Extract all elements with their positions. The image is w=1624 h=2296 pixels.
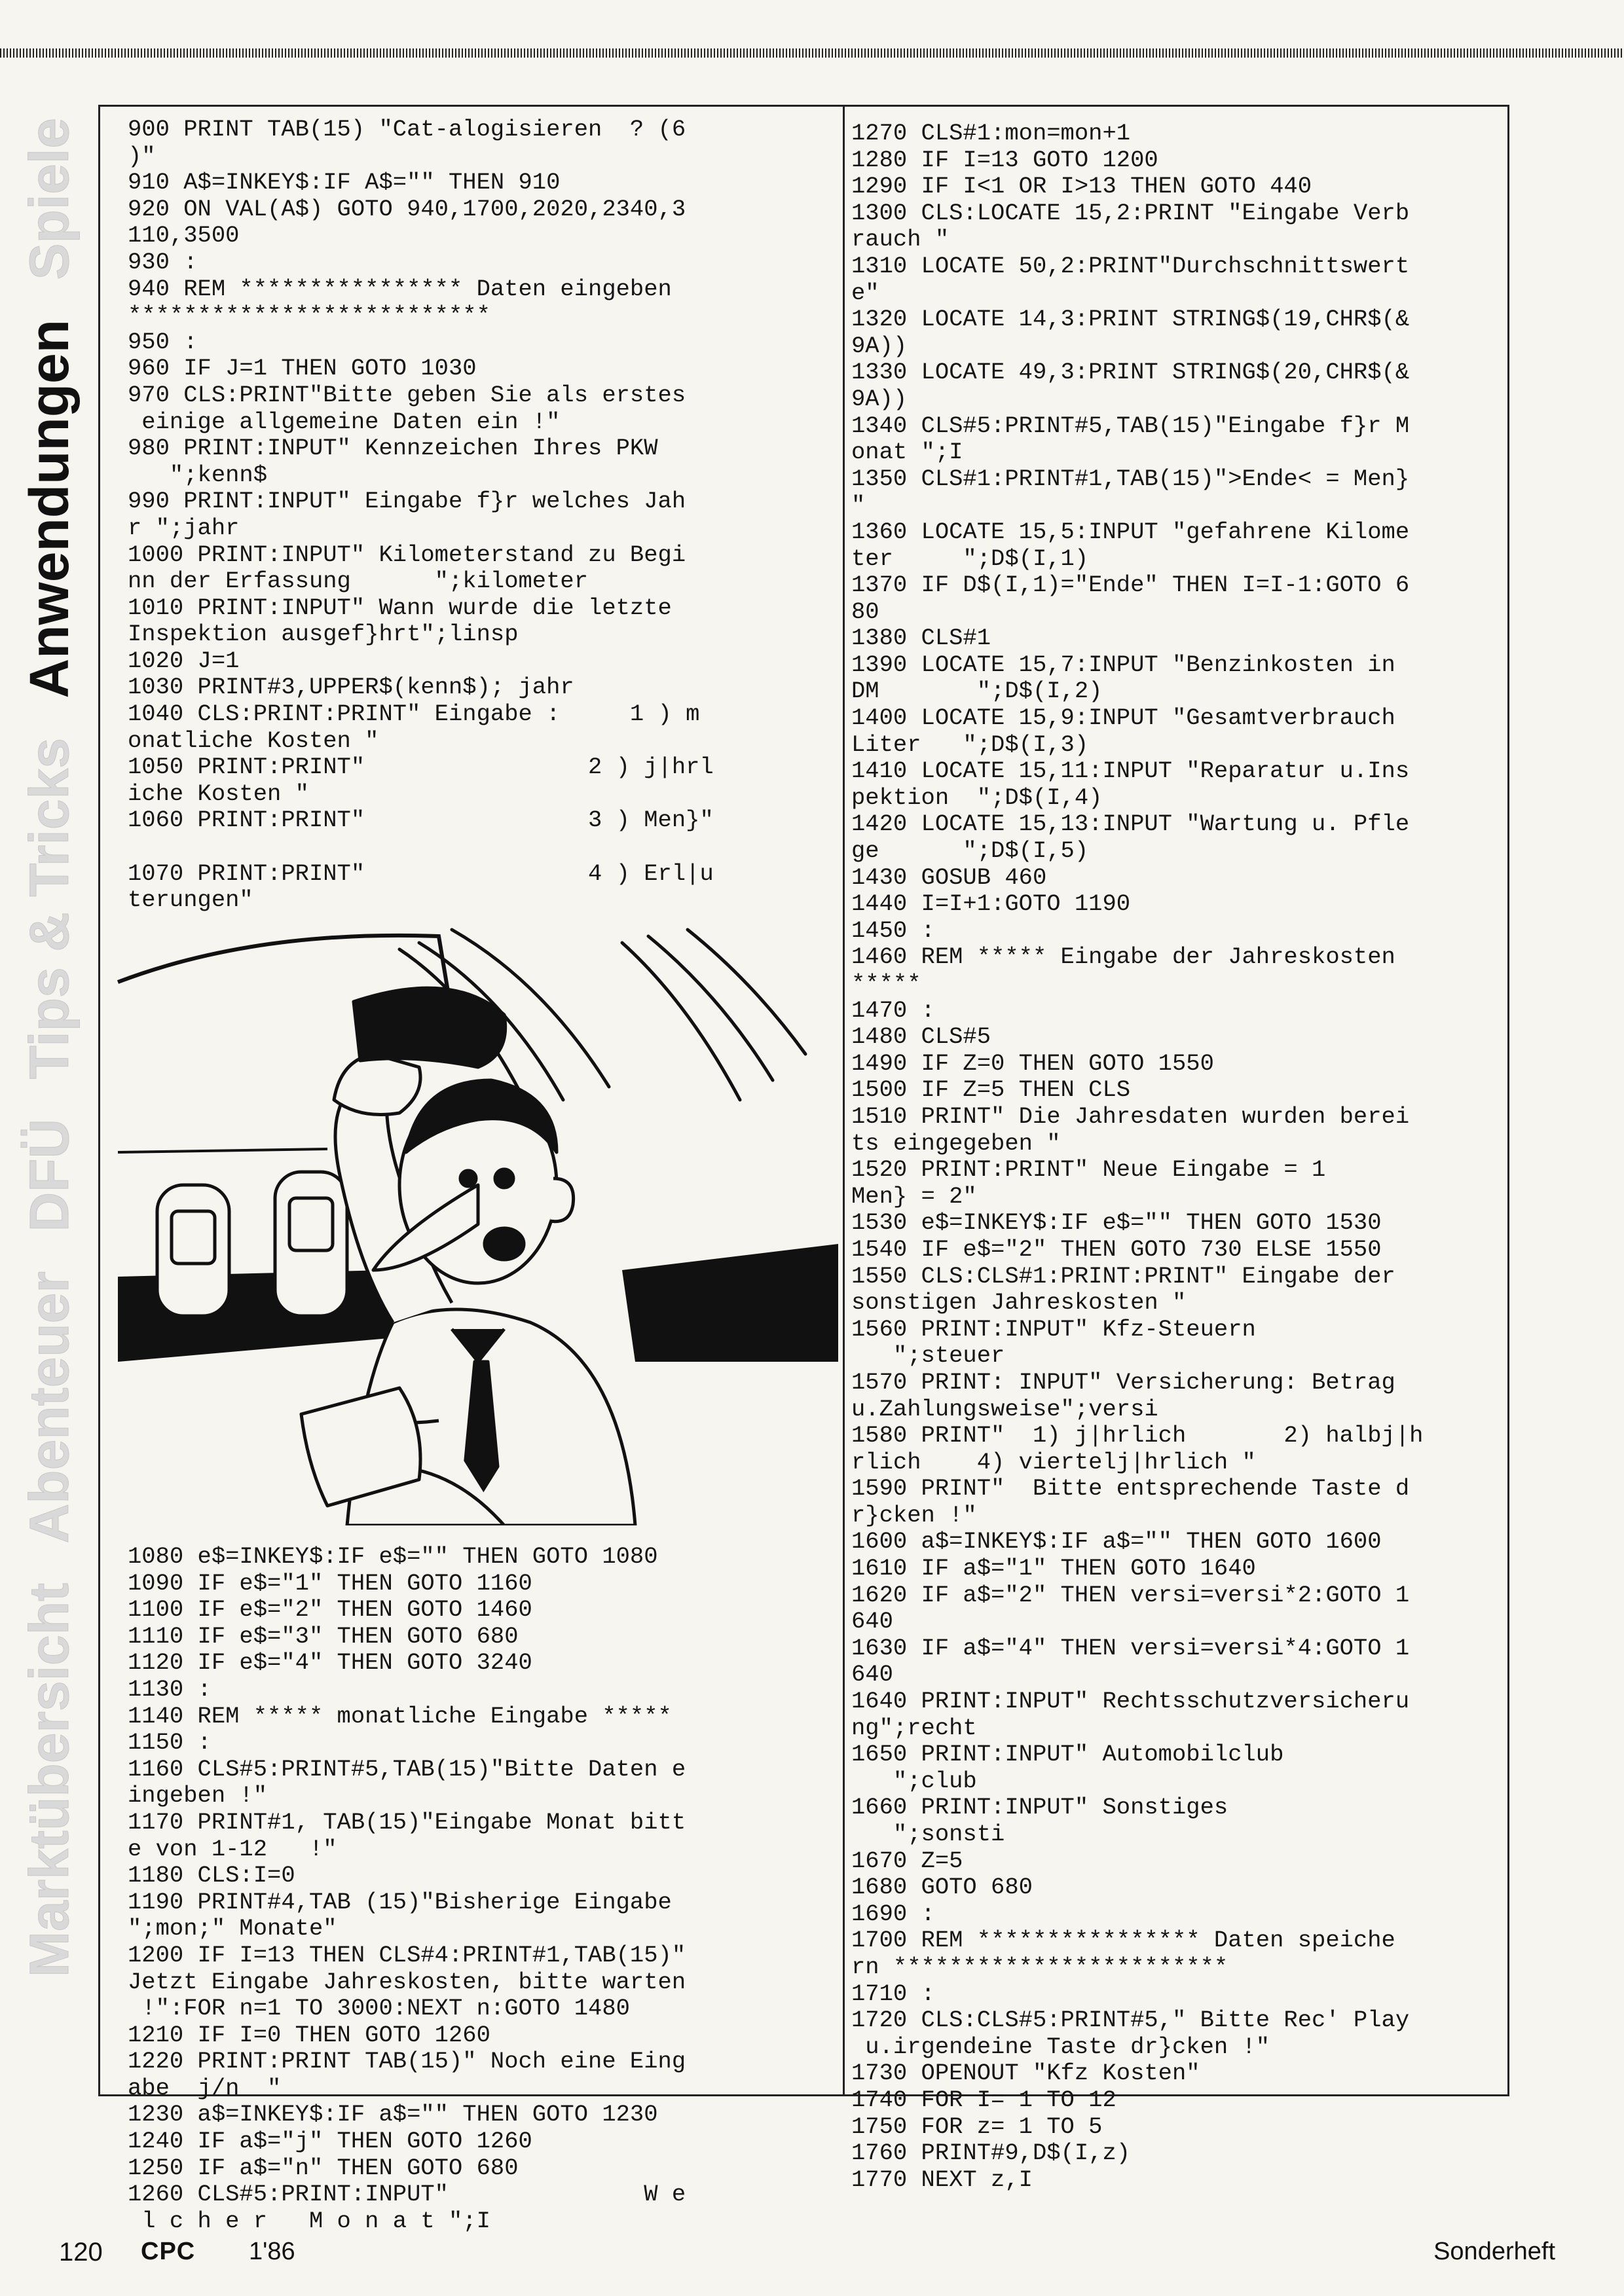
code-line: 950 : xyxy=(128,328,198,355)
code-line: 1440 I=I+1:GOTO 1190 xyxy=(851,890,1131,918)
code-line: 1100 IF e$="2" THEN GOTO 1460 xyxy=(128,1596,532,1624)
code-line: 1620 IF a$="2" THEN versi=versi*2:GOTO 1 xyxy=(851,1581,1410,1609)
code-line: r}cken !" xyxy=(851,1501,977,1529)
code-line: l c h e r M o n a t ";I xyxy=(128,2207,490,2234)
code-line: 1010 PRINT:INPUT" Wann wurde die letzte xyxy=(128,594,672,621)
sidebar-section-dfü: DFÜ xyxy=(18,1118,80,1232)
code-line: 1050 PRINT:PRINT" 2 ) j|hrl xyxy=(128,754,714,781)
code-line: 940 REM **************** Daten eingeben xyxy=(128,275,672,302)
code-line: 1180 CLS:I=0 xyxy=(128,1862,295,1889)
code-line: 1740 FOR I= 1 TO 12 xyxy=(851,2086,1116,2113)
code-line: 9A)) xyxy=(851,332,908,359)
code-line: Men} = 2" xyxy=(851,1182,977,1210)
code-line: 1760 PRINT#9,D$(I,z) xyxy=(851,2140,1131,2167)
code-line: 1570 PRINT: INPUT" Versicherung: Betrag xyxy=(851,1368,1395,1396)
code-line: 970 CLS:PRINT"Bitte geben Sie als erstes xyxy=(128,381,686,409)
code-line: ingeben !" xyxy=(128,1782,268,1810)
code-line: onat ";I xyxy=(851,439,963,466)
code-line: 1000 PRINT:INPUT" Kilometerstand zu Begi xyxy=(128,541,686,568)
code-line: rlich 4) viertelj|hrlich " xyxy=(851,1448,1256,1476)
code-line: 1680 GOTO 680 xyxy=(851,1874,1033,1901)
code-line: 1660 PRINT:INPUT" Sonstiges xyxy=(851,1794,1228,1821)
code-line: einige allgemeine Daten ein !" xyxy=(128,408,561,435)
code-line: 1560 PRINT:INPUT" Kfz-Steuern xyxy=(851,1315,1256,1343)
code-line: 1510 PRINT" Die Jahresdaten wurden berei xyxy=(851,1102,1410,1130)
code-line: pektion ";D$(I,4) xyxy=(851,784,1103,811)
code-line: 1230 a$=INKEY$:IF a$="" THEN GOTO 1230 xyxy=(128,2101,658,2128)
code-line: 990 PRINT:INPUT" Eingabe f}r welches Jah xyxy=(128,488,686,515)
code-line: 1160 CLS#5:PRINT#5,TAB(15)"Bitte Daten e xyxy=(128,1755,686,1783)
code-line: ";sonsti xyxy=(851,1821,1005,1848)
code-line: 1770 NEXT z,I xyxy=(851,2166,1033,2193)
code-line: 1120 IF e$="4" THEN GOTO 3240 xyxy=(128,1649,532,1677)
code-line: 1270 CLS#1:mon=mon+1 xyxy=(851,120,1131,147)
code-line: 1600 a$=INKEY$:IF a$="" THEN GOTO 1600 xyxy=(851,1528,1382,1556)
code-line: terungen" xyxy=(128,886,253,914)
code-line: 640 xyxy=(851,1608,893,1635)
code-line: 900 PRINT TAB(15) "Cat-alogisieren ? (6 xyxy=(128,116,686,143)
code-line: 1260 CLS#5:PRINT:INPUT" W e xyxy=(128,2181,686,2208)
code-line: 640 xyxy=(851,1661,893,1688)
listing-column-left-top xyxy=(128,117,835,914)
code-line: sonstigen Jahreskosten " xyxy=(851,1289,1187,1317)
code-line: 1500 IF Z=5 THEN CLS xyxy=(851,1076,1131,1104)
code-line: 1040 CLS:PRINT:PRINT" Eingabe : 1 ) m xyxy=(128,701,700,728)
code-line: 1460 REM ***** Eingabe der Jahreskosten xyxy=(851,943,1395,971)
code-line: abe j/n " xyxy=(128,2074,282,2102)
code-line: 1290 IF I<1 OR I>13 THEN GOTO 440 xyxy=(851,173,1312,200)
issue-label: 1'86 xyxy=(249,2238,295,2265)
code-line: 1210 IF I=0 THEN GOTO 1260 xyxy=(128,2021,490,2049)
code-line: 1150 : xyxy=(128,1729,212,1757)
top-dotted-rule xyxy=(0,48,1624,58)
edition-label: Sonderheft xyxy=(1433,2238,1555,2265)
code-line: ng";recht xyxy=(851,1714,977,1741)
code-line: 1070 PRINT:PRINT" 4 ) Erl|u xyxy=(128,860,714,887)
code-line: 1110 IF e$="3" THEN GOTO 680 xyxy=(128,1622,519,1650)
code-line: ***** xyxy=(851,970,921,997)
code-line: 910 A$=INKEY$:IF A$="" THEN 910 xyxy=(128,169,561,196)
code-line: r ";jahr xyxy=(128,514,240,541)
code-line: 1450 : xyxy=(851,917,935,944)
code-line: 1720 CLS:CLS#5:PRINT#5," Bitte Rec' Play xyxy=(851,2007,1410,2034)
code-line: 1030 PRINT#3,UPPER$(kenn$); jahr xyxy=(128,674,574,701)
code-line: nn der Erfassung ";kilometer xyxy=(128,568,589,595)
code-line: 1490 IF Z=0 THEN GOTO 1550 xyxy=(851,1049,1214,1077)
code-line: 1250 IF a$="n" THEN GOTO 680 xyxy=(128,2154,519,2181)
code-line: 1370 IF D$(I,1)="Ende" THEN I=I-1:GOTO 6 xyxy=(851,572,1410,599)
section-sidebar xyxy=(0,118,98,1977)
code-line: 1550 CLS:CLS#1:PRINT:PRINT" Eingabe der xyxy=(851,1262,1395,1290)
listing-column-left-bottom xyxy=(128,1544,835,2234)
code-line: e" xyxy=(851,279,879,306)
code-line: 1310 LOCATE 50,2:PRINT"Durchschnittswert xyxy=(851,252,1410,280)
code-line: 1170 PRINT#1, TAB(15)"Eingabe Monat bitt xyxy=(128,1808,686,1836)
code-line: 1730 OPENOUT "Kfz Kosten" xyxy=(851,2060,1200,2087)
code-line: 980 PRINT:INPUT" Kennzeichen Ihres PKW xyxy=(128,435,658,462)
sidebar-section-abenteuer: Abenteuer xyxy=(18,1271,80,1544)
code-line: 1610 IF a$="1" THEN GOTO 1640 xyxy=(851,1555,1256,1582)
code-line: 1480 CLS#5 xyxy=(851,1023,991,1051)
sidebar-section-marktübersicht: Marktübersicht xyxy=(18,1582,80,1977)
code-line: 1330 LOCATE 49,3:PRINT STRING$(20,CHR$(& xyxy=(851,359,1410,386)
code-line: ter ";D$(I,1) xyxy=(851,545,1089,572)
code-line: rauch " xyxy=(851,226,950,253)
code-line: 1390 LOCATE 15,7:INPUT "Benzinkosten in xyxy=(851,651,1395,678)
code-line: DM ";D$(I,2) xyxy=(851,678,1103,705)
code-line: u.irgendeine Taste dr}cken !" xyxy=(851,2033,1270,2060)
code-line: ts eingegeben " xyxy=(851,1129,1061,1157)
code-line: " xyxy=(851,492,866,519)
code-line: 1240 IF a$="j" THEN GOTO 1260 xyxy=(128,2128,532,2155)
code-line: e von 1-12 !" xyxy=(128,1835,337,1863)
code-line: 9A)) xyxy=(851,385,908,412)
code-line: 1320 LOCATE 14,3:PRINT STRING$(19,CHR$(& xyxy=(851,306,1410,333)
code-line: 1700 REM **************** Daten speiche xyxy=(851,1927,1395,1954)
code-line: iche Kosten " xyxy=(128,780,309,807)
code-line: ";mon;" Monate" xyxy=(128,1915,337,1942)
code-line: 1300 CLS:LOCATE 15,2:PRINT "Eingabe Verb xyxy=(851,199,1410,227)
code-line: 1750 FOR z= 1 TO 5 xyxy=(851,2113,1103,2140)
cartoon-illustration xyxy=(111,903,838,1525)
code-line: 1400 LOCATE 15,9:INPUT "Gesamtverbrauch xyxy=(851,704,1395,732)
code-line: 1430 GOSUB 460 xyxy=(851,864,1047,891)
code-line: 1540 IF e$="2" THEN GOTO 730 ELSE 1550 xyxy=(851,1235,1382,1263)
code-line: Jetzt Eingabe Jahreskosten, bitte warten xyxy=(128,1968,686,1995)
code-line: ";club xyxy=(851,1767,977,1795)
listing-column-right xyxy=(851,120,1500,2193)
code-line: 960 IF J=1 THEN GOTO 1030 xyxy=(128,355,477,382)
code-line: 1530 e$=INKEY$:IF e$="" THEN GOTO 1530 xyxy=(851,1209,1382,1237)
code-line: 1200 IF I=13 THEN CLS#4:PRINT#1,TAB(15)" xyxy=(128,1941,686,1969)
code-line: u.Zahlungsweise";versi xyxy=(851,1395,1158,1423)
code-line: 1380 CLS#1 xyxy=(851,625,991,652)
code-line: 1190 PRINT#4,TAB (15)"Bisherige Eingabe xyxy=(128,1888,672,1916)
code-line: 1670 Z=5 xyxy=(851,1847,963,1874)
magazine-logo: CPC xyxy=(141,2238,196,2265)
code-line: Liter ";D$(I,3) xyxy=(851,731,1089,758)
code-line: 1520 PRINT:PRINT" Neue Eingabe = 1 xyxy=(851,1156,1326,1184)
code-line: 1090 IF e$="1" THEN GOTO 1160 xyxy=(128,1569,532,1597)
code-line: 110,3500 xyxy=(128,222,240,249)
code-line: 80 xyxy=(851,598,879,625)
code-line: 1140 REM ***** monatliche Eingabe ***** xyxy=(128,1702,672,1730)
code-line: 1690 : xyxy=(851,1900,935,1927)
code-line: 1630 IF a$="4" THEN versi=versi*4:GOTO 1 xyxy=(851,1634,1410,1662)
code-line: 1580 PRINT" 1) j|hrlich 2) halbj|h xyxy=(851,1422,1424,1449)
code-line: Inspektion ausgef}hrt";linsp xyxy=(128,621,519,648)
code-line: 1350 CLS#1:PRINT#1,TAB(15)">Ende< = Men} xyxy=(851,465,1410,492)
code-line: onatliche Kosten " xyxy=(128,727,379,754)
code-line: 1470 : xyxy=(851,996,935,1024)
code-line: 1590 PRINT" Bitte entsprechende Taste d xyxy=(851,1475,1410,1503)
code-line: 930 : xyxy=(128,248,198,276)
sidebar-section-spiele: Spiele xyxy=(18,118,80,280)
code-line: 1710 : xyxy=(851,1980,935,2007)
code-line: !":FOR n=1 TO 3000:NEXT n:GOTO 1480 xyxy=(128,1995,630,2022)
code-line: 1220 PRINT:PRINT TAB(15)" Noch eine Eing xyxy=(128,2048,686,2075)
code-line: 1420 LOCATE 15,13:INPUT "Wartung u. Pfle xyxy=(851,811,1410,838)
code-line: 1020 J=1 xyxy=(128,647,240,674)
sidebar-section-anwendungen: Anwendungen xyxy=(18,319,80,699)
column-divider xyxy=(843,105,845,2096)
code-line: 1060 PRINT:PRINT" 3 ) Men}" xyxy=(128,807,714,834)
code-line xyxy=(128,834,835,861)
code-line: 1130 : xyxy=(128,1675,212,1703)
code-line: )" xyxy=(128,142,156,170)
code-line: 1340 CLS#5:PRINT#5,TAB(15)"Eingabe f}r M xyxy=(851,412,1410,439)
code-line: ";steuer xyxy=(851,1342,1005,1370)
code-line: 920 ON VAL(A$) GOTO 940,1700,2020,2340,3 xyxy=(128,195,686,223)
code-line: 1360 LOCATE 15,5:INPUT "gefahrene Kilome xyxy=(851,518,1410,545)
sidebar-section-tips-tricks: Tips & Tricks xyxy=(18,738,80,1080)
code-line: 1080 e$=INKEY$:IF e$="" THEN GOTO 1080 xyxy=(128,1543,658,1570)
code-line: rn ************************ xyxy=(851,1953,1228,1980)
page-number: 120 xyxy=(59,2238,103,2267)
code-line: 1280 IF I=13 GOTO 1200 xyxy=(851,146,1158,173)
code-line: ";kenn$ xyxy=(128,461,268,488)
code-line: ************************** xyxy=(128,302,490,329)
code-line: 1650 PRINT:INPUT" Automobilclub xyxy=(851,1741,1284,1768)
code-line: ge ";D$(I,5) xyxy=(851,837,1089,865)
code-line: 1640 PRINT:INPUT" Rechtsschutzversicheru xyxy=(851,1688,1410,1715)
code-line: 1410 LOCATE 15,11:INPUT "Reparatur u.Ins xyxy=(851,757,1410,785)
